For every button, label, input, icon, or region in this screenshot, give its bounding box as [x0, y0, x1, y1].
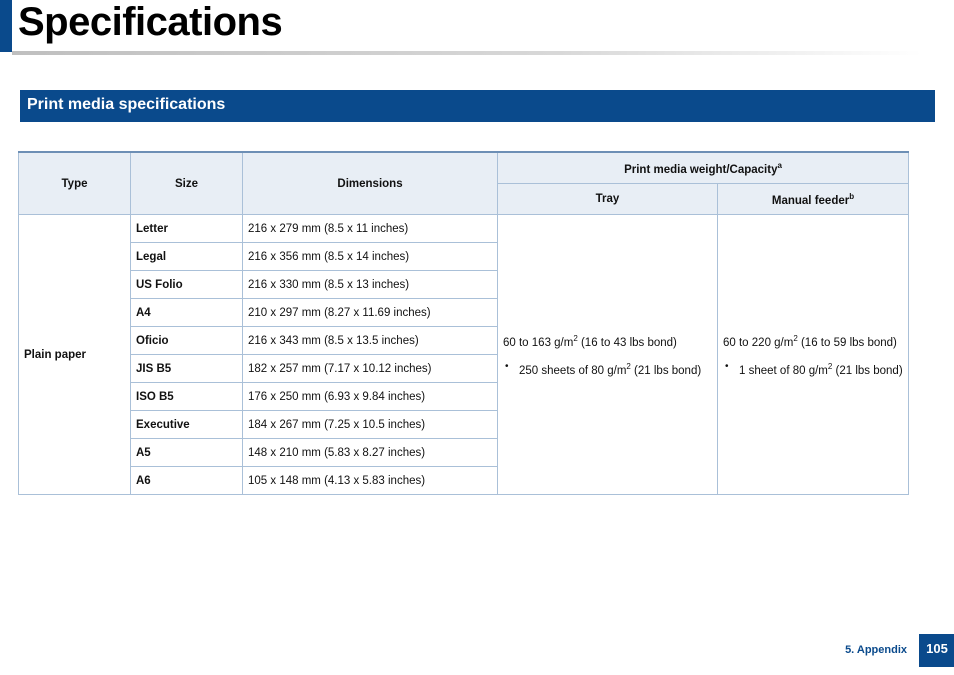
manual-feeder-capacity-cell — [718, 215, 909, 495]
header-tray: Tray — [498, 184, 718, 215]
manual-feeder-capacity-list — [723, 358, 903, 380]
tray-capacity-suffix: (21 lbs bond) — [630, 364, 702, 377]
size-cell: A6 — [131, 467, 243, 495]
page-title: Specifications — [18, 0, 283, 44]
size-cell: ISO B5 — [131, 383, 243, 411]
header-type: Type — [19, 152, 131, 215]
dimensions-cell: 184 x 267 mm (7.25 x 10.5 inches) — [243, 411, 498, 439]
size-cell: A5 — [131, 439, 243, 467]
manual-feeder-weight-suffix: (16 to 59 lbs bond) — [797, 336, 897, 349]
footnote-marker-b: b — [849, 191, 855, 201]
list-item — [519, 358, 712, 380]
tray-capacity-text: 250 sheets of 80 g/m — [519, 364, 627, 377]
manual-feeder-weight-text: 60 to 220 g/m — [723, 336, 794, 349]
list-item — [739, 358, 903, 380]
title-underline — [12, 51, 922, 55]
size-cell: A4 — [131, 299, 243, 327]
header-manual-feeder — [718, 184, 909, 215]
manual-feeder-capacity-text: 1 sheet of 80 g/m — [739, 364, 828, 377]
section-title: Print media specifications — [27, 96, 226, 113]
footer-chapter: 5. Appendix — [845, 644, 907, 656]
header-weight-capacity-label: Print media weight/Capacity — [624, 163, 778, 176]
tray-weight-suffix: (16 to 43 lbs bond) — [577, 336, 677, 349]
header-dimensions: Dimensions — [243, 152, 498, 215]
size-cell: Executive — [131, 411, 243, 439]
dimensions-cell: 216 x 279 mm (8.5 x 11 inches) — [243, 215, 498, 243]
dimensions-cell: 148 x 210 mm (5.83 x 8.27 inches) — [243, 439, 498, 467]
size-cell: Oficio — [131, 327, 243, 355]
dimensions-cell: 105 x 148 mm (4.13 x 5.83 inches) — [243, 467, 498, 495]
header-weight-capacity — [498, 152, 909, 184]
manual-feeder-weight-sup: 2 — [793, 333, 798, 343]
tray-capacity-cell — [498, 215, 718, 495]
dimensions-cell: 210 x 297 mm (8.27 x 11.69 inches) — [243, 299, 498, 327]
tray-weight-text: 60 to 163 g/m — [503, 336, 574, 349]
size-cell: Legal — [131, 243, 243, 271]
print-media-spec-table — [18, 151, 909, 495]
dimensions-cell: 216 x 330 mm (8.5 x 13 inches) — [243, 271, 498, 299]
manual-feeder-capacity-suffix: (21 lbs bond) — [832, 364, 903, 377]
dimensions-cell: 216 x 356 mm (8.5 x 14 inches) — [243, 243, 498, 271]
header-manual-feeder-label: Manual feeder — [771, 194, 850, 207]
manual-feeder-capacity-sup: 2 — [827, 361, 833, 371]
type-cell: Plain paper — [19, 215, 131, 495]
tray-weight — [503, 330, 712, 352]
header-size: Size — [131, 152, 243, 215]
size-cell: JIS B5 — [131, 355, 243, 383]
table-row — [19, 215, 909, 243]
tray-capacity-list — [503, 358, 712, 380]
section-banner — [20, 90, 935, 122]
dimensions-cell: 182 x 257 mm (7.17 x 10.12 inches) — [243, 355, 498, 383]
size-cell: Letter — [131, 215, 243, 243]
tray-weight-sup: 2 — [573, 333, 578, 343]
dimensions-cell: 176 x 250 mm (6.93 x 9.84 inches) — [243, 383, 498, 411]
dimensions-cell: 216 x 343 mm (8.5 x 13.5 inches) — [243, 327, 498, 355]
manual-feeder-weight — [723, 330, 903, 352]
page-number-badge: 105 — [919, 634, 954, 667]
header-accent-bar — [0, 0, 12, 52]
tray-capacity-sup: 2 — [626, 361, 631, 371]
footnote-marker-a: a — [777, 160, 782, 170]
size-cell: US Folio — [131, 271, 243, 299]
